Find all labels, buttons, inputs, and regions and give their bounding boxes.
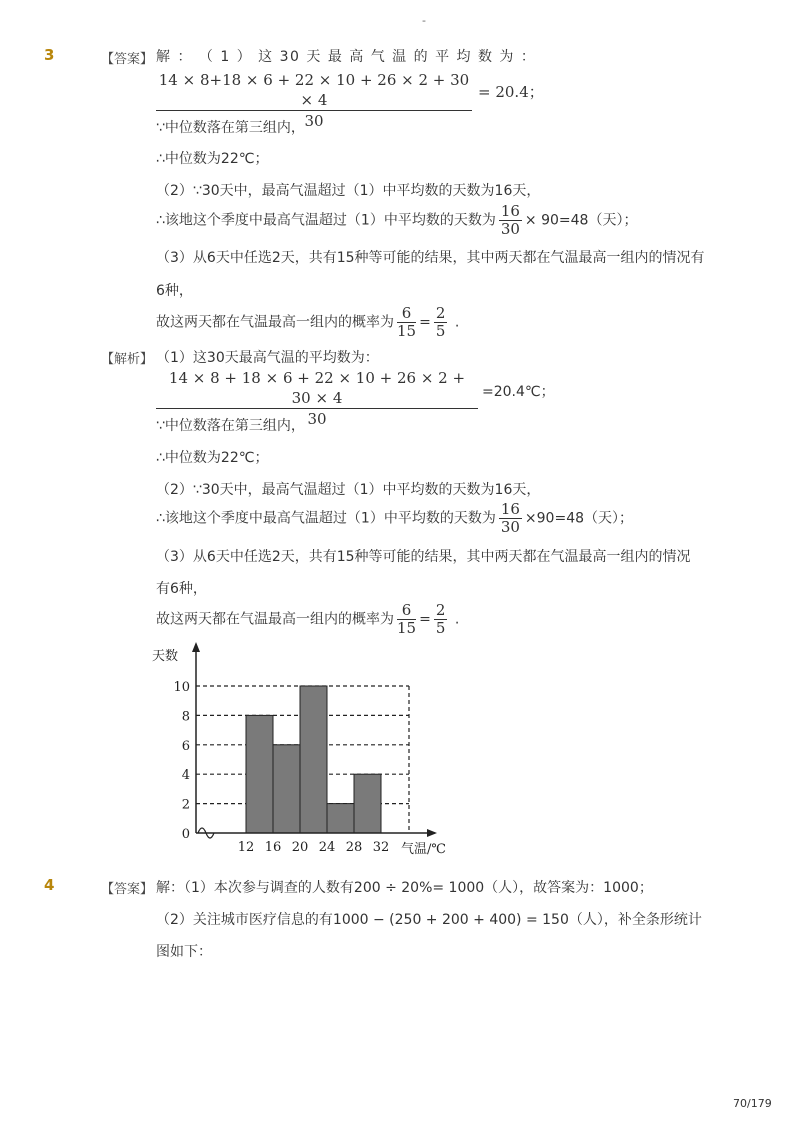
histogram-bar-20-24 [300,686,327,833]
y-tick-label-4: 4 [181,768,190,784]
x-tick-label-20: 20 [291,840,309,855]
q4-answer-line-1: 解：（1）本次参与调查的人数有200 ÷ 20%= 1000（人），故答案为：1000； [156,880,653,896]
histogram-bar-24-28 [327,804,354,833]
analysis-formula-numerator: 14 × 8 + 18 × 6 + 22 × 10 + 26 × 2 + 30 × 4 [168,369,466,407]
mean-formula-numerator: 14 × 8+18 × 6 + 22 × 10 + 26 × 2 + 30 × 4 [158,71,470,109]
mean-formula-denominator: 30 [304,112,324,130]
histogram-bar-28-32 [354,774,381,833]
y-axis-arrow [192,642,200,652]
q4-answer-line-2: （2）关注城市医疗信息的有1000 − (250 + 200 + 400) = 150（人），补全条形统计 [156,912,702,928]
q4-answer-line-3: 图如下： [156,944,212,960]
question-number-4: 4 [44,876,55,894]
temperature-histogram [150,638,450,860]
analysis-line-median-group: ∵中位数落在第三组内， [156,418,305,434]
y-tick-label-2: 2 [181,797,190,813]
x-tick-label-24: 24 [318,840,336,855]
answer-tag-q4: 【答案】 [101,882,154,897]
mean-formula-result: = 20.4； [478,83,544,101]
analysis-line-median: ∴中位数为22℃； [156,450,269,466]
y-tick-label-10: 10 [173,680,190,695]
question-number-3: 3 [44,46,55,64]
y-axis-title: 天数 [152,649,179,664]
analysis-tag: 【解析】 [101,352,154,367]
answer-line-median-group: ∵中位数落在第三组内， [156,120,305,136]
answer-intro: 解 ： （ 1 ） 这 30 天 最 高 气 温 的 平 均 数 为 ： [156,49,537,65]
x-tick-label-28: 28 [345,840,363,855]
page-number: 70/179 [733,1097,772,1110]
answer-line-six-cases: 6种， [156,283,193,299]
y-tick-label-8: 8 [181,709,190,725]
histogram-bar-12-16 [246,715,273,833]
answer-line-probability: 故这两天都在气温最高一组内的概率为 $\frac{6}{15}$ = $\frac{2}{5}$ . [156,304,460,340]
answer-line-part2: （2）∵30天中，最高气温超过（1）中平均数的天数为16天， [156,183,541,199]
analysis-line-season: ∴该地这个季度中最高气温超过（1）中平均数的天数为 $\frac{16}{30}$ ×90=48（天）； [156,500,634,536]
answer-line-season: ∴该地这个季度中最高气温超过（1）中平均数的天数为 $\frac{16}{30}$ × 90=48（天）； [156,202,638,238]
header-mark: - [422,14,426,27]
x-tick-label-16: 16 [264,840,282,855]
analysis-line-six-cases: 有6种， [156,581,207,597]
analysis-line-part3: （3）从6天中任选2天，共有15种等可能的结果，其中两天都在气温最高一组内的情况 [156,549,691,565]
y-tick-label-0: 0 [181,827,190,842]
x-tick-label-12: 12 [237,840,255,855]
x-tick-label-32: 32 [372,840,390,855]
analysis-intro: （1）这30天最高气温的平均数为： [156,350,379,366]
answer-tag: 【答案】 [101,52,154,67]
x-axis-arrow [427,829,437,837]
y-tick-label-6: 6 [181,738,190,754]
answer-line-median: ∴中位数为22℃； [156,151,269,167]
analysis-line-part2: （2）∵30天中，最高气温超过（1）中平均数的天数为16天， [156,482,541,498]
histogram-bar-16-20 [273,745,300,833]
analysis-formula-result: =20.4℃； [482,384,555,400]
answer-line-part3: （3）从6天中任选2天，共有15种等可能的结果，其中两天都在气温最高一组内的情况有 [156,250,705,266]
analysis-line-probability: 故这两天都在气温最高一组内的概率为 $\frac{6}{15}$ = $\frac{2}{5}$ . [156,601,460,637]
x-axis-title: 气温/℃ [401,842,446,857]
analysis-formula-denominator: 30 [307,410,327,428]
